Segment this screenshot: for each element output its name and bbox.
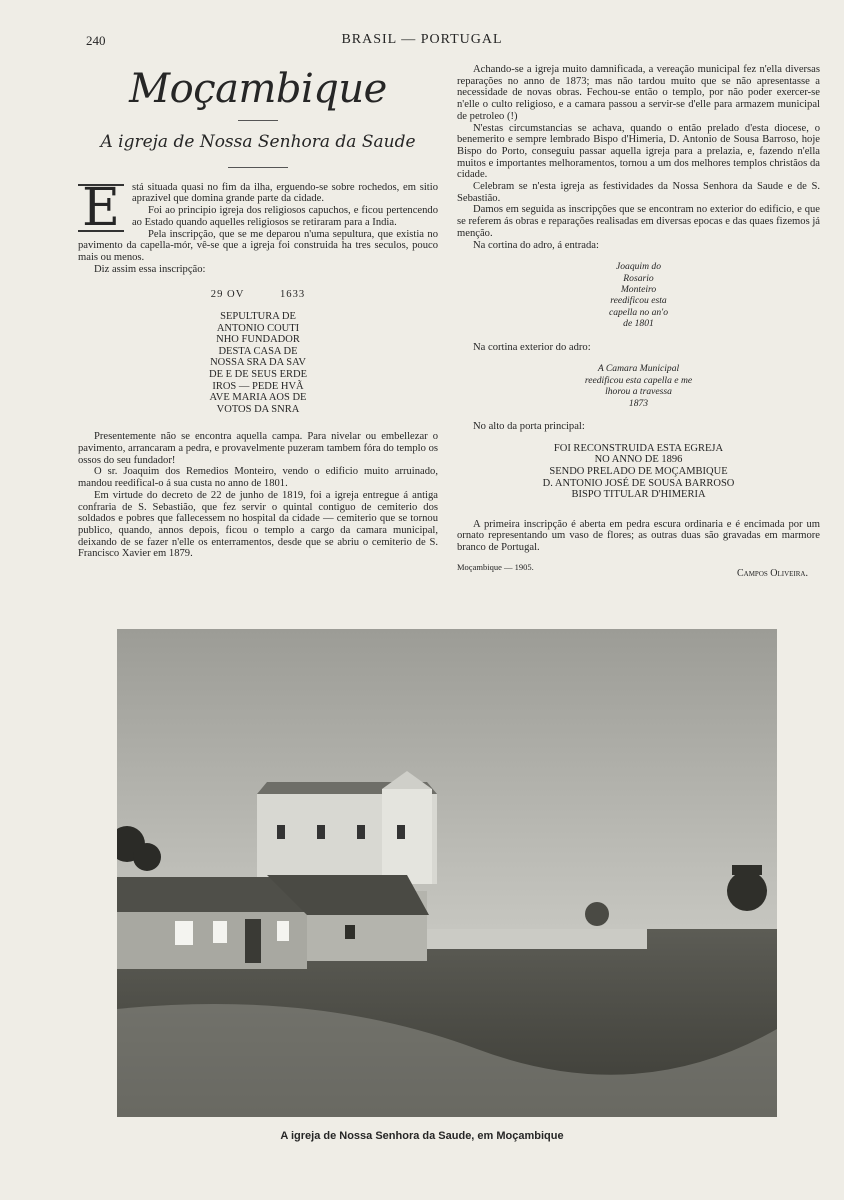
inscription-line: SENDO PRELADO DE MOÇAMBIQUE bbox=[549, 465, 728, 477]
inscription-line: DE E DE SEUS ERDE bbox=[209, 369, 307, 380]
inscription-line: D. ANTONIO JOSÉ DE SOUSA BARROSO bbox=[542, 477, 735, 489]
inscription-line: SEPULTURA DE bbox=[220, 311, 296, 323]
inscription-line: 1873 bbox=[628, 397, 649, 409]
inscription-line: reedificou esta bbox=[610, 295, 667, 307]
running-head: BRASIL — PORTUGAL bbox=[341, 32, 503, 47]
dropcap: E bbox=[78, 184, 124, 232]
exterior-inscription bbox=[457, 363, 820, 409]
paragraph: Foi ao principio igreja dos religiosos capuchos, e ficou pertencendo ao Estado quando aquelles religiosos se retiraram para a India. bbox=[131, 205, 438, 228]
inscription-line: Monteiro bbox=[620, 284, 657, 296]
right-column bbox=[457, 64, 820, 579]
inscription-date-part: 29 OV bbox=[210, 289, 245, 301]
inscription-line: ANTONIO COUTI bbox=[216, 322, 300, 334]
inscription-line: FOI RECONSTRUIDA ESTA EGREJA bbox=[553, 442, 724, 454]
inscription-line: AVE MARIA AOS DE bbox=[209, 392, 307, 404]
church-photograph bbox=[117, 629, 777, 1117]
tomb-inscription bbox=[78, 311, 438, 415]
paragraph: Pela inscripção, que se me deparou n'uma sepultura, que existia no pavimento da capella-mór, vê-se que a igreja foi construida ha tres seculos, pouco mais ou menos. bbox=[78, 228, 438, 263]
inscription-line: BISPO TITULAR D'HIMERIA bbox=[571, 489, 706, 501]
paragraph: Na cortina do adro, á entrada: bbox=[473, 239, 599, 251]
adro-inscription bbox=[457, 261, 820, 329]
inscription-line: IROS — PEDE HVÃ bbox=[212, 380, 304, 392]
paragraph: Damos em seguida as inscripções que se encontram no exterior do edificio, e que se referem ás obras e reparações realisadas em diversas epocas e das quaes fizemos já menção. bbox=[457, 204, 820, 239]
inscription-line: reedificou esta capella e me bbox=[584, 374, 693, 386]
paragraph: O sr. Joaquim dos Remedios Monteiro, vendo o edificio muito arruinado, mandou reedifical-o á sua custa no anno de 1801. bbox=[78, 466, 438, 490]
paragraph: Achando-se a igreja muito damnificada, a vereação municipal fez n'ella diversas reparações no anno de 1873; mas não tardou muito que se não apresentasse a necessidade de novas obras. Fechou-se então o templo, por não poder exercer-se n'elle o culto religioso, e a camara passou a servir-se d'elle para armazem municipal de petroleo (!) bbox=[457, 64, 820, 122]
left-column bbox=[78, 64, 438, 560]
paragraph: Presentemente não se encontra aquella campa. Para nivelar ou embellezar o pavimento, arrancaram a pedra, e provavelmente puzeram tambem fóra do templo os ossos do seu fundador! bbox=[78, 431, 438, 466]
inscription-line: NHO FUNDADOR bbox=[216, 334, 300, 346]
inscription-line: de 1801 bbox=[623, 318, 654, 330]
portal-inscription bbox=[457, 443, 820, 501]
inscription-line: VOTOS DA SNRA bbox=[216, 403, 300, 415]
title-rule bbox=[238, 120, 278, 121]
article-subtitle: A igreja de Nossa Senhora da Saude bbox=[100, 132, 416, 152]
inscription-line: DESTA CASA DE bbox=[218, 345, 298, 357]
paragraph-text: stá situada quasi no fim da ilha, erguendo-se sobre rochedos, em sitio aprazivel que domina grande parte da cidade. bbox=[131, 181, 438, 205]
paragraph: No alto da porta principal: bbox=[473, 421, 585, 433]
inscription-line: Rosario bbox=[623, 272, 654, 284]
paragraph: Celebram se n'esta igreja as festividades da Nossa Senhora da Saude e de S. Sebastião. bbox=[457, 181, 820, 204]
subtitle-rule bbox=[228, 167, 288, 168]
paragraph: Na cortina exterior do adro: bbox=[473, 341, 591, 353]
page-number: 240 bbox=[86, 33, 106, 48]
paragraph: Diz assim essa inscripção: bbox=[94, 263, 206, 275]
inscription-line: capella no an'o bbox=[608, 306, 669, 318]
paragraph: A primeira inscripção é aberta em pedra escura ordinaria e é encimada por um ornato representando um vaso de flores; as outras duas são gravadas em marmore branco de Portugal. bbox=[457, 518, 820, 554]
inscription-line: A Camara Municipal bbox=[597, 363, 680, 375]
inscription-line: Joaquim do bbox=[615, 261, 662, 273]
church-photo-illustration bbox=[117, 629, 777, 1117]
dateline: Moçambique — 1905. bbox=[457, 561, 534, 572]
figure-caption: A igreja de Nossa Senhora da Saude, em Moçambique bbox=[280, 1130, 564, 1142]
author-signature: Campos Oliveira. bbox=[736, 567, 808, 579]
inscription-year: 1633 bbox=[280, 289, 306, 301]
inscription-line: NO ANNO DE 1896 bbox=[594, 454, 683, 466]
paragraph: Em virtude do decreto de 22 de junho de 1819, foi a igreja entregue á antiga confraria de S. Sebastião, que fez servir o quintal contiguo de cemiterio dos soldados e pobres que fallecessem no hospital da cidade — cemiterio que se tornou publico, quando, annos depois, ficou o templo a cargo da camara municipal, deixando de se fazer n'elle os enterramentos, desde que se abriu o cemiterio de S. Francisco Xavier em 1879. bbox=[78, 489, 438, 560]
paragraph: N'estas circumstancias se achava, quando o então prelado d'esta diocese, o benemerito e sempre lembrado Bispo d'Himeria, D. Antonio de Sousa Barroso, hoje Bispo do Porto, conseguiu passar aquella igreja para a prelazia, e, fazendo n'ella muitos e importantes melhoramentos, tornou a um dos melhores templos christãos da cidade. bbox=[457, 122, 820, 181]
inscription-line: NOSSA SRA DA SAV bbox=[210, 357, 306, 369]
article-title: Moçambique bbox=[129, 66, 387, 112]
inscription-date bbox=[78, 289, 438, 301]
inscription-line: lhorou a travessa bbox=[605, 386, 672, 398]
